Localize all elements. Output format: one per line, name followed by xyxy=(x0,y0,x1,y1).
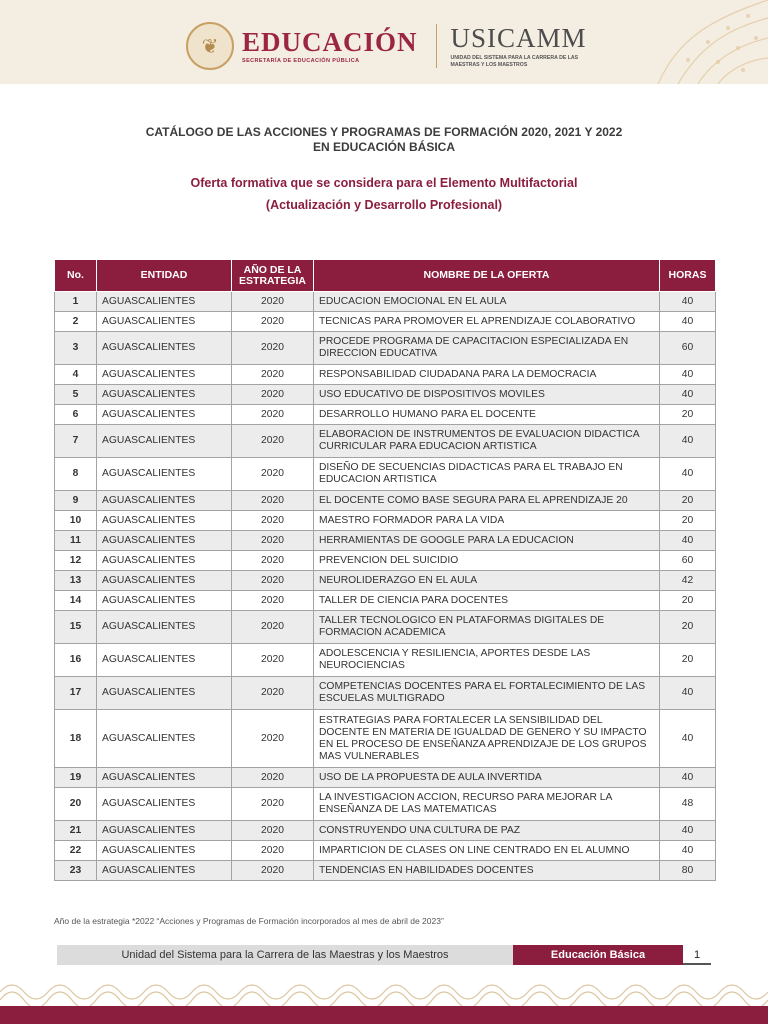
document-subtitle xyxy=(0,172,768,216)
footnote: Año de la estrategia *2022 “Acciones y Programas de Formación incorporados al mes de abril de 2023” xyxy=(54,916,444,926)
cell-horas: 40 xyxy=(660,458,716,491)
cell-anio: 2020 xyxy=(232,644,314,677)
col-header-anio: AÑO DE LA ESTRATEGIA xyxy=(232,260,314,292)
footer-section: Educación Básica xyxy=(513,945,683,965)
cell-horas: 40 xyxy=(660,531,716,551)
cell-entidad: AGUASCALIENTES xyxy=(97,710,232,768)
cell-entidad: AGUASCALIENTES xyxy=(97,591,232,611)
cell-anio: 2020 xyxy=(232,511,314,531)
table-row xyxy=(55,611,716,644)
cell-nombre: ESTRATEGIAS PARA FORTALECER LA SENSIBILIDAD DEL DOCENTE EN MATERIA DE IGUALDAD DE GENERO Y SU IMPACTO EN EL PROCESO DE ENSEÑANZA APRENDIZAJE DE LOS GRUPOS MAS VULNERABLES xyxy=(314,710,660,768)
cell-horas: 20 xyxy=(660,644,716,677)
cell-horas: 42 xyxy=(660,571,716,591)
cell-horas: 40 xyxy=(660,677,716,710)
cell-nombre: TALLER DE CIENCIA PARA DOCENTES xyxy=(314,591,660,611)
cell-no: 15 xyxy=(55,611,97,644)
table-row xyxy=(55,332,716,365)
cell-nombre: DISEÑO DE SECUENCIAS DIDACTICAS PARA EL TRABAJO EN EDUCACION ARTISTICA xyxy=(314,458,660,491)
table-row xyxy=(55,292,716,312)
cell-entidad: AGUASCALIENTES xyxy=(97,385,232,405)
cell-entidad: AGUASCALIENTES xyxy=(97,571,232,591)
cell-no: 22 xyxy=(55,841,97,861)
cell-nombre: TALLER TECNOLOGICO EN PLATAFORMAS DIGITALES DE FORMACION ACADEMICA xyxy=(314,611,660,644)
cell-no: 8 xyxy=(55,458,97,491)
cell-anio: 2020 xyxy=(232,571,314,591)
cell-anio: 2020 xyxy=(232,425,314,458)
table-row xyxy=(55,491,716,511)
usicamm-logo xyxy=(451,24,601,68)
cell-nombre: USO EDUCATIVO DE DISPOSITIVOS MOVILES xyxy=(314,385,660,405)
cell-nombre: EDUCACION EMOCIONAL EN EL AULA xyxy=(314,292,660,312)
cell-entidad: AGUASCALIENTES xyxy=(97,312,232,332)
col-header-nombre: NOMBRE DE LA OFERTA xyxy=(314,260,660,292)
cell-anio: 2020 xyxy=(232,861,314,881)
cell-nombre: PROCEDE PROGRAMA DE CAPACITACION ESPECIALIZADA EN DIRECCION EDUCATIVA xyxy=(314,332,660,365)
cell-no: 7 xyxy=(55,425,97,458)
cell-no: 21 xyxy=(55,821,97,841)
col-header-entidad: ENTIDAD xyxy=(97,260,232,292)
cell-entidad: AGUASCALIENTES xyxy=(97,551,232,571)
bottom-band xyxy=(0,1006,768,1024)
cell-no: 13 xyxy=(55,571,97,591)
cell-entidad: AGUASCALIENTES xyxy=(97,491,232,511)
table-row xyxy=(55,365,716,385)
cell-no: 20 xyxy=(55,788,97,821)
cell-no: 17 xyxy=(55,677,97,710)
cell-no: 11 xyxy=(55,531,97,551)
table-row xyxy=(55,405,716,425)
table-row xyxy=(55,571,716,591)
cell-anio: 2020 xyxy=(232,710,314,768)
cell-horas: 20 xyxy=(660,405,716,425)
cell-anio: 2020 xyxy=(232,405,314,425)
cell-horas: 40 xyxy=(660,821,716,841)
cell-horas: 40 xyxy=(660,385,716,405)
table-row xyxy=(55,768,716,788)
cell-entidad: AGUASCALIENTES xyxy=(97,531,232,551)
cell-entidad: AGUASCALIENTES xyxy=(97,861,232,881)
cell-anio: 2020 xyxy=(232,611,314,644)
cell-entidad: AGUASCALIENTES xyxy=(97,768,232,788)
table-row xyxy=(55,821,716,841)
col-header-no: No. xyxy=(55,260,97,292)
cell-horas: 40 xyxy=(660,768,716,788)
table-header-row xyxy=(55,260,716,292)
footer-unit-name: Unidad del Sistema para la Carrera de las Maestras y los Maestros xyxy=(121,949,449,961)
table-row xyxy=(55,385,716,405)
cell-nombre: PREVENCION DEL SUICIDIO xyxy=(314,551,660,571)
cell-no: 2 xyxy=(55,312,97,332)
cell-entidad: AGUASCALIENTES xyxy=(97,511,232,531)
org-title: USICAMM xyxy=(450,23,587,53)
cell-horas: 20 xyxy=(660,511,716,531)
cell-no: 16 xyxy=(55,644,97,677)
cell-nombre: MAESTRO FORMADOR PARA LA VIDA xyxy=(314,511,660,531)
cell-nombre: ELABORACION DE INSTRUMENTOS DE EVALUACION DIDACTICA CURRICULAR PARA EDUCACION ARTISTICA xyxy=(314,425,660,458)
cell-entidad: AGUASCALIENTES xyxy=(97,292,232,312)
title-line-1: CATÁLOGO DE LAS ACCIONES Y PROGRAMAS DE FORMACIÓN 2020, 2021 Y 2022 xyxy=(145,125,623,139)
col-header-horas: HORAS xyxy=(660,260,716,292)
cell-no: 3 xyxy=(55,332,97,365)
cell-horas: 40 xyxy=(660,841,716,861)
cell-nombre: IMPARTICION DE CLASES ON LINE CENTRADO EN EL ALUMNO xyxy=(314,841,660,861)
cell-horas: 40 xyxy=(660,710,716,768)
cell-entidad: AGUASCALIENTES xyxy=(97,405,232,425)
table-row xyxy=(55,788,716,821)
cell-anio: 2020 xyxy=(232,788,314,821)
cell-anio: 2020 xyxy=(232,551,314,571)
cell-nombre: USO DE LA PROPUESTA DE AULA INVERTIDA xyxy=(314,768,660,788)
cell-horas: 40 xyxy=(660,312,716,332)
table-row xyxy=(55,644,716,677)
table-row xyxy=(55,511,716,531)
cell-no: 19 xyxy=(55,768,97,788)
cell-entidad: AGUASCALIENTES xyxy=(97,425,232,458)
cell-nombre: LA INVESTIGACION ACCION, RECURSO PARA MEJORAR LA ENSEÑANZA DE LAS MATEMATICAS xyxy=(314,788,660,821)
cell-horas: 60 xyxy=(660,332,716,365)
cell-nombre: RESPONSABILIDAD CIUDADANA PARA LA DEMOCRACIA xyxy=(314,365,660,385)
cell-no: 5 xyxy=(55,385,97,405)
cell-no: 18 xyxy=(55,710,97,768)
footer-bar xyxy=(57,945,711,965)
table-row xyxy=(55,551,716,571)
logo-title: EDUCACIÓN xyxy=(242,27,418,57)
cell-anio: 2020 xyxy=(232,312,314,332)
cell-no: 9 xyxy=(55,491,97,511)
cell-entidad: AGUASCALIENTES xyxy=(97,821,232,841)
cell-no: 12 xyxy=(55,551,97,571)
cell-horas: 80 xyxy=(660,861,716,881)
cell-no: 4 xyxy=(55,365,97,385)
cell-anio: 2020 xyxy=(232,332,314,365)
cell-entidad: AGUASCALIENTES xyxy=(97,332,232,365)
table-row xyxy=(55,425,716,458)
logo-divider xyxy=(436,24,437,68)
cell-no: 6 xyxy=(55,405,97,425)
cell-horas: 40 xyxy=(660,365,716,385)
cell-entidad: AGUASCALIENTES xyxy=(97,611,232,644)
cell-horas: 48 xyxy=(660,788,716,821)
cell-no: 14 xyxy=(55,591,97,611)
title-line-2: EN EDUCACIÓN BÁSICA xyxy=(312,140,455,154)
cell-horas: 20 xyxy=(660,491,716,511)
cell-anio: 2020 xyxy=(232,385,314,405)
cell-no: 10 xyxy=(55,511,97,531)
cell-nombre: CONSTRUYENDO UNA CULTURA DE PAZ xyxy=(314,821,660,841)
cell-nombre: EL DOCENTE COMO BASE SEGURA PARA EL APRENDIZAJE 20 xyxy=(314,491,660,511)
table-row xyxy=(55,458,716,491)
ornament-bottom xyxy=(0,980,768,1006)
logo-subtitle: SECRETARÍA DE EDUCACIÓN PÚBLICA xyxy=(242,58,360,64)
catalog-table xyxy=(54,259,716,881)
cell-anio: 2020 xyxy=(232,677,314,710)
cell-entidad: AGUASCALIENTES xyxy=(97,644,232,677)
table-row xyxy=(55,591,716,611)
cell-nombre: COMPETENCIAS DOCENTES PARA EL FORTALECIMIENTO DE LAS ESCUELAS MULTIGRADO xyxy=(314,677,660,710)
cell-anio: 2020 xyxy=(232,292,314,312)
cell-no: 23 xyxy=(55,861,97,881)
cell-entidad: AGUASCALIENTES xyxy=(97,458,232,491)
table-row xyxy=(55,531,716,551)
cell-anio: 2020 xyxy=(232,768,314,788)
subtitle-line-2: (Actualización y Desarrollo Profesional) xyxy=(265,198,503,212)
cell-anio: 2020 xyxy=(232,841,314,861)
cell-entidad: AGUASCALIENTES xyxy=(97,788,232,821)
cell-nombre: HERRAMIENTAS DE GOOGLE PARA LA EDUCACION xyxy=(314,531,660,551)
table-row xyxy=(55,312,716,332)
cell-horas: 40 xyxy=(660,425,716,458)
cell-horas: 60 xyxy=(660,551,716,571)
cell-horas: 20 xyxy=(660,611,716,644)
table-row xyxy=(55,710,716,768)
cell-anio: 2020 xyxy=(232,458,314,491)
cell-anio: 2020 xyxy=(232,531,314,551)
cell-entidad: AGUASCALIENTES xyxy=(97,677,232,710)
table-row xyxy=(55,861,716,881)
cell-no: 1 xyxy=(55,292,97,312)
header-logos xyxy=(186,22,601,70)
subtitle-line-1: Oferta formativa que se considera para el Elemento Multifactorial xyxy=(190,176,578,190)
sep-logo xyxy=(242,28,418,64)
cell-horas: 20 xyxy=(660,591,716,611)
cell-anio: 2020 xyxy=(232,821,314,841)
ornament-top xyxy=(638,0,768,84)
document-title xyxy=(0,125,768,155)
cell-horas: 40 xyxy=(660,292,716,312)
cell-nombre: TECNICAS PARA PROMOVER EL APRENDIZAJE COLABORATIVO xyxy=(314,312,660,332)
cell-entidad: AGUASCALIENTES xyxy=(97,365,232,385)
cell-anio: 2020 xyxy=(232,591,314,611)
seal-icon: ❦ xyxy=(186,22,234,70)
cell-nombre: TENDENCIAS EN HABILIDADES DOCENTES xyxy=(314,861,660,881)
cell-entidad: AGUASCALIENTES xyxy=(97,841,232,861)
table-row xyxy=(55,677,716,710)
page-number: 1 xyxy=(683,945,711,965)
cell-nombre: ADOLESCENCIA Y RESILIENCIA, APORTES DESDE LAS NEUROCIENCIAS xyxy=(314,644,660,677)
cell-anio: 2020 xyxy=(232,365,314,385)
cell-nombre: NEUROLIDERAZGO EN EL AULA xyxy=(314,571,660,591)
cell-nombre: DESARROLLO HUMANO PARA EL DOCENTE xyxy=(314,405,660,425)
table-row xyxy=(55,841,716,861)
cell-anio: 2020 xyxy=(232,491,314,511)
org-subtitle: UNIDAD DEL SISTEMA PARA LA CARRERA DE LAS MAESTRAS Y LOS MAESTROS xyxy=(450,55,579,68)
header-band xyxy=(0,0,768,84)
